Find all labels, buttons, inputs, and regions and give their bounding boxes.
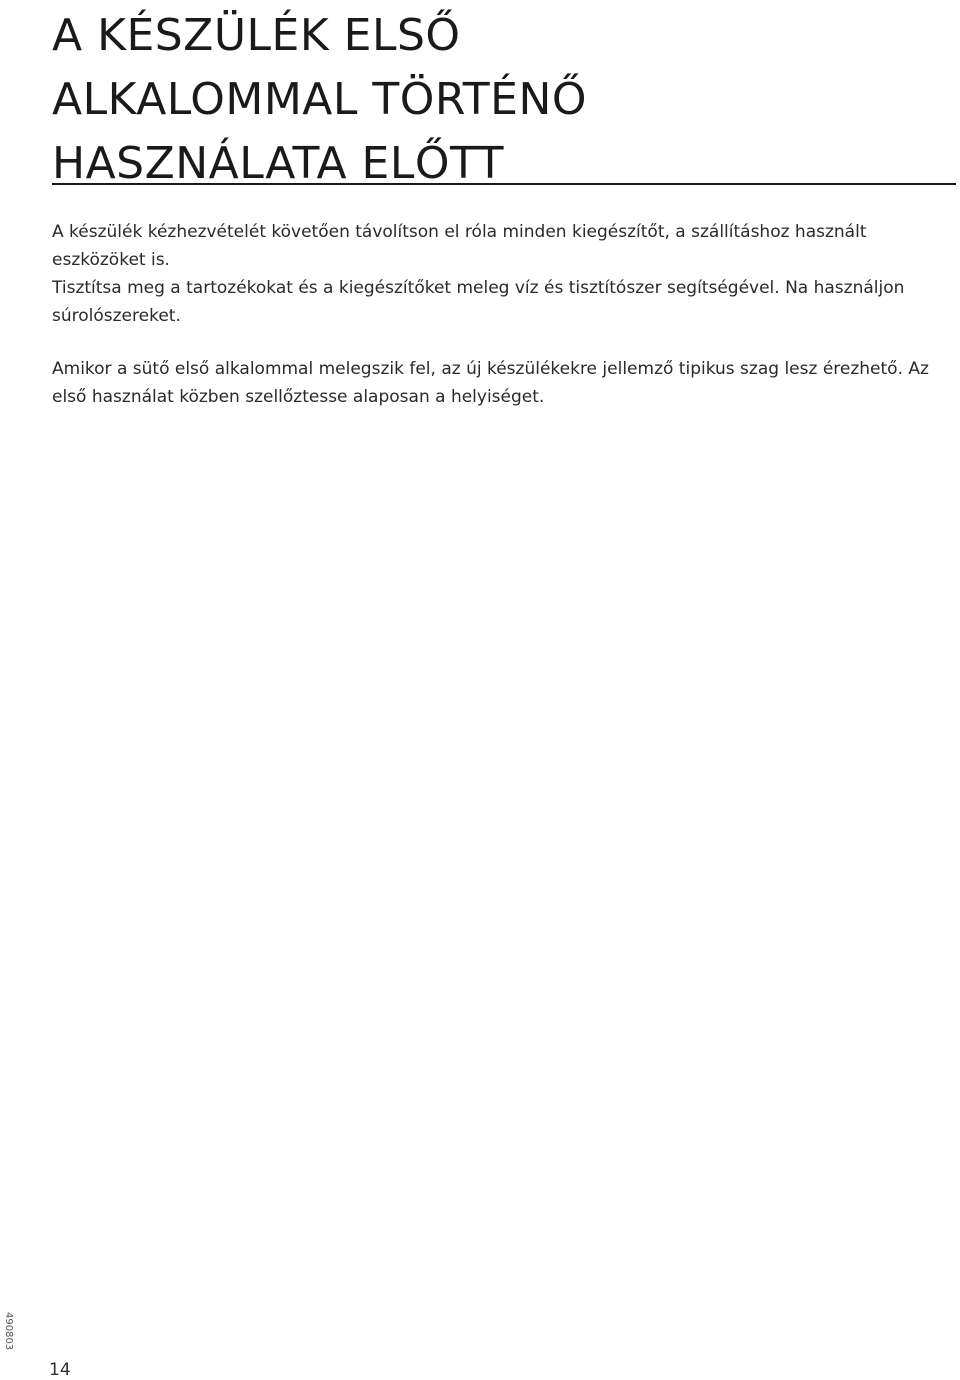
title-underline-divider [52, 183, 956, 185]
page-number: 14 [49, 1360, 71, 1380]
document-code: 490803 [3, 1312, 14, 1351]
page-title-line-2: ALKALOMMAL TÖRTÉNŐ [52, 74, 588, 125]
paragraph-unpacking: A készülék kézhezvételét követően távolítson el róla minden kiegészítőt, a szállításhoz használt eszközöket is. [52, 222, 867, 270]
paragraph-cleaning: Tisztítsa meg a tartozékokat és a kiegészítőket meleg víz és tisztítószer segítségével. Na használjon súrolószereket. [52, 278, 905, 326]
page-title-line-1: A KÉSZÜLÉK ELSŐ [52, 10, 461, 61]
page-title [52, 4, 952, 196]
paragraph-first-heating: Amikor a sütő első alkalommal melegszik fel, az új készülékekre jellemző tipikus szag lesz érezhető. Az első használat közben szellőztesse alaposan a helyiséget. [52, 359, 929, 407]
page-title-line-3: HASZNÁLATA ELŐTT [52, 138, 504, 189]
